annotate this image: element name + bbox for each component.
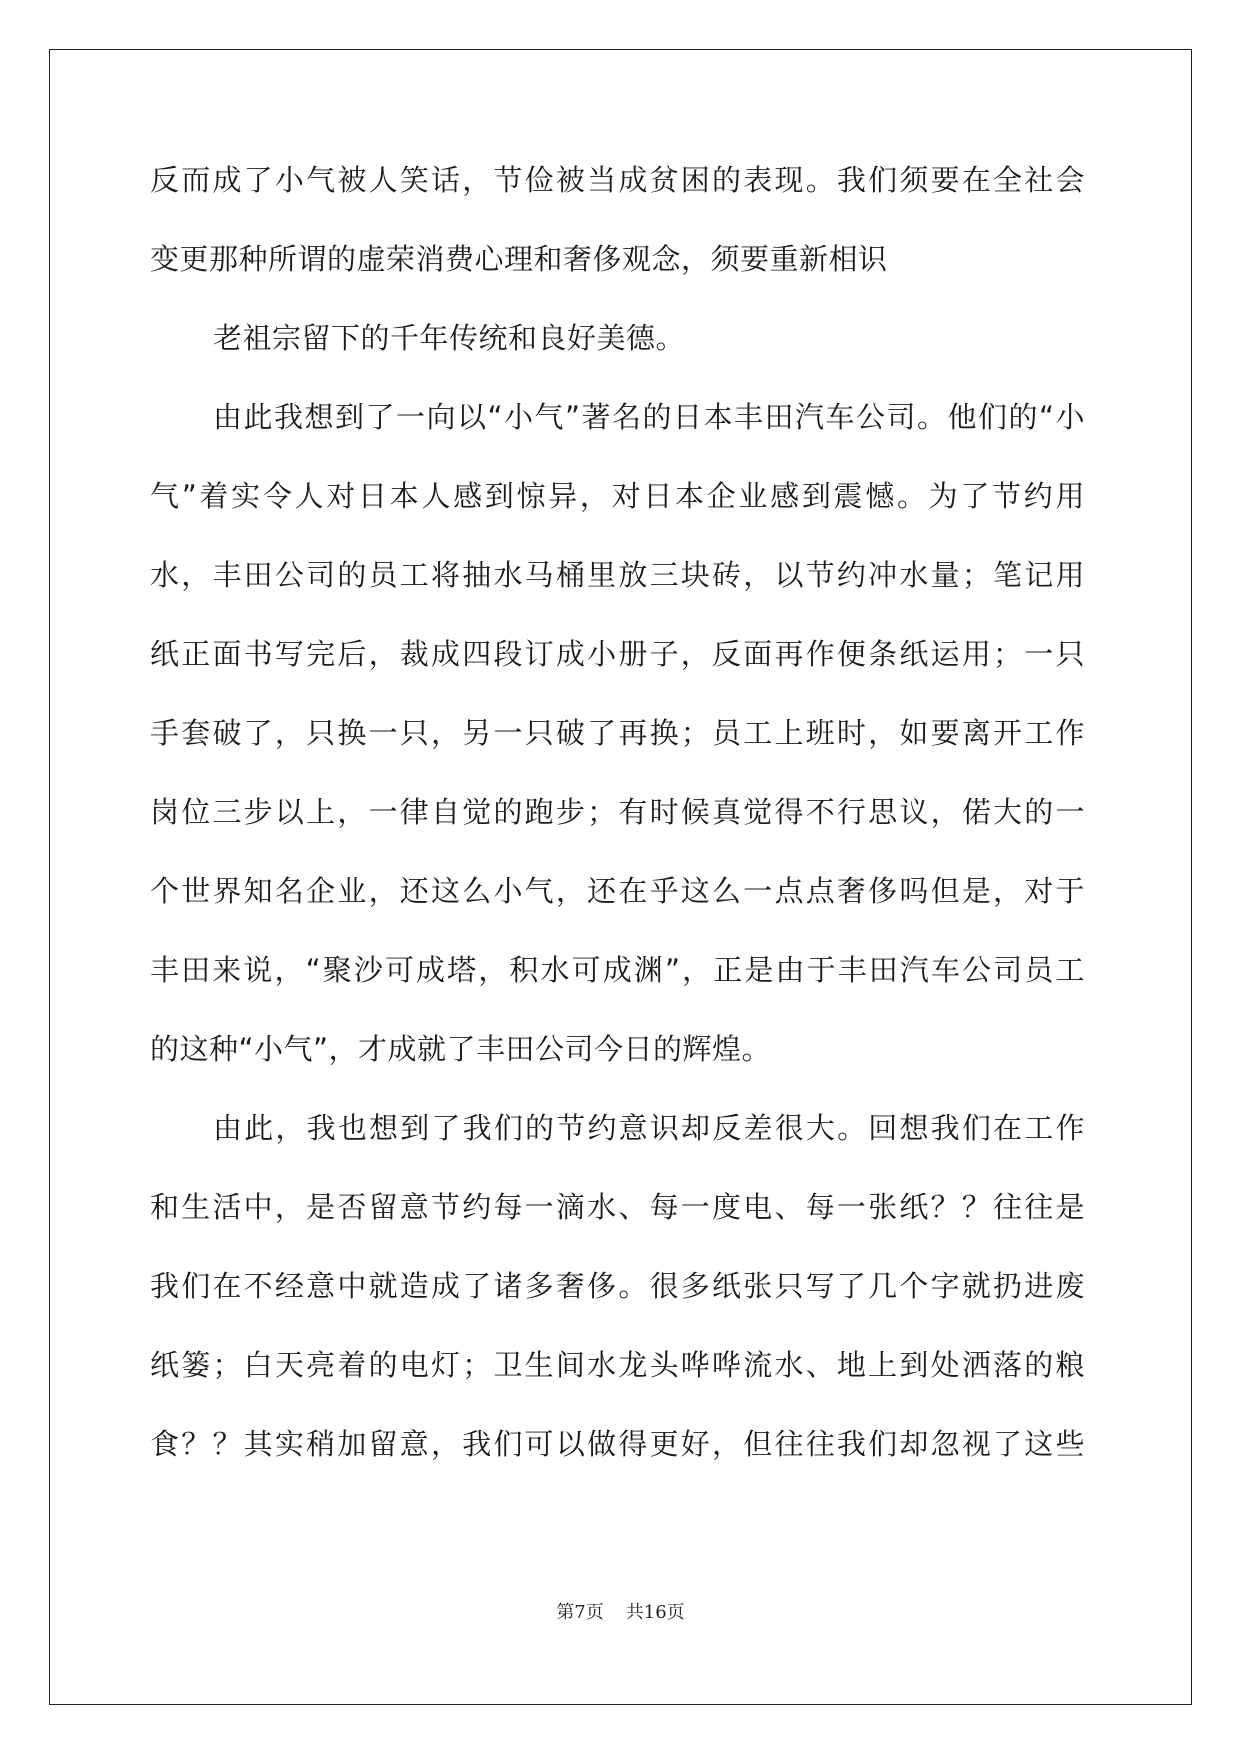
text-line: 和生活中，是否留意节约每一滴水、每一度电、每一张纸？？往往是 <box>150 1190 1085 1224</box>
text-line: 纸正面书写完后，裁成四段订成小册子，反面再作便条纸运用；一只 <box>150 637 1085 671</box>
text-line: 手套破了，只换一只，另一只破了再换；员工上班时，如要离开工作 <box>150 716 1085 750</box>
text-line: 气”着实令人对日本人感到惊异，对日本企业感到震憾。为了节约用 <box>150 479 1085 513</box>
text-line: 变更那种所谓的虚荣消费心理和奢侈观念，须要重新相识 <box>150 242 888 276</box>
paragraph-start-line: 老祖宗留下的千年传统和良好美德。 <box>213 321 686 355</box>
page-footer <box>0 1598 1241 1624</box>
page-total: 共16页 <box>625 1602 685 1623</box>
text-line: 反而成了小气被人笑话，节俭被当成贫困的表现。我们须要在全社会 <box>150 163 1085 197</box>
paragraph-start-line: 由此，我也想到了我们的节约意识却反差很大。回想我们在工作 <box>213 1111 1085 1145</box>
text-line: 岗位三步以上，一律自觉的跑步；有时候真觉得不行思议，偌大的一 <box>150 795 1085 829</box>
text-line: 个世界知名企业，还这么小气，还在乎这么一点点奢侈吗但是，对于 <box>150 874 1085 908</box>
page-number: 第7页 <box>556 1602 604 1623</box>
text-line: 丰田来说，“聚沙可成塔，积水可成渊”，正是由于丰田汽车公司员工 <box>150 953 1085 987</box>
paragraph-start-line: 由此我想到了一向以“小气”著名的日本丰田汽车公司。他们的“小 <box>213 400 1085 434</box>
text-line: 水，丰田公司的员工将抽水马桶里放三块砖，以节约冲水量；笔记用 <box>150 558 1085 592</box>
text-line: 的这种“小气”，才成就了丰田公司今日的辉煌。 <box>150 1032 772 1066</box>
text-line: 食？？其实稍加留意，我们可以做得更好，但往往我们却忽视了这些 <box>150 1427 1085 1461</box>
document-body <box>150 155 1085 1498</box>
text-line: 我们在不经意中就造成了诸多奢侈。很多纸张只写了几个字就扔进废 <box>150 1269 1085 1303</box>
text-line: 纸篓；白天亮着的电灯；卫生间水龙头哗哗流水、地上到处洒落的粮 <box>150 1348 1085 1382</box>
